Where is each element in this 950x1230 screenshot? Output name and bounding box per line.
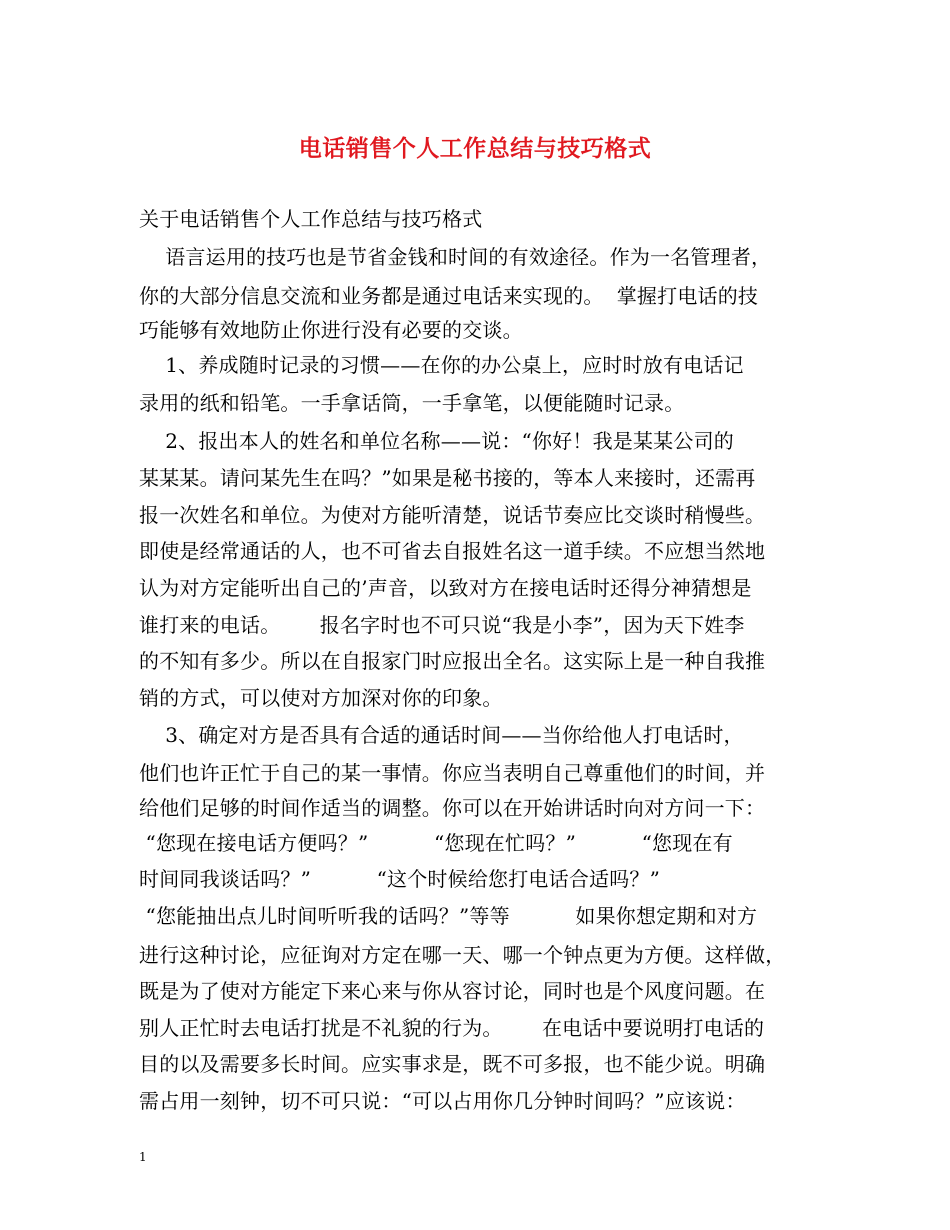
body-text-line: 语言运用的技巧也是节省金钱和时间的有效途径。作为一名管理者， [139, 245, 772, 269]
body-text-line: “您能抽出点儿时间听听我的话吗？”等等 如果你想定期和对方 [139, 904, 758, 928]
body-text-line: 需占用一刻钟，切不可只说：“可以占用你几分钟时间吗？”应该说： [139, 1089, 746, 1113]
document-title: 电话销售个人工作总结与技巧格式 [298, 135, 652, 162]
body-text-line: 他们也许正忙于自己的某一事情。你应当表明自己尊重他们的时间，并 [139, 761, 766, 785]
body-text-line: 巧能够有效地防止你进行没有必要的交谈。 [139, 318, 523, 342]
body-text-line: 你的大部分信息交流和业务都是通过电话来实现的。 掌握打电话的技 [139, 284, 759, 308]
body-text-line: 报一次姓名和单位。为使对方能听清楚，说话节奏应比交谈时稍慢些。 [139, 503, 766, 527]
body-text-line: 录用的纸和铅笔。一手拿话筒，一手拿笔，以便能随时记录。 [139, 391, 685, 415]
body-text-line: 关于电话销售个人工作总结与技巧格式 [139, 207, 483, 231]
body-text-line: 销的方式，可以使对方加深对你的印象。 [139, 686, 503, 710]
body-text-line: 即使是经常通话的人，也不可省去自报姓名这一道手续。不应想当然地 [139, 539, 766, 563]
body-text-line: 时间同我谈话吗？” “这个时候给您打电话合适吗？” [139, 867, 661, 891]
body-text-line: “您现在接电话方便吗？” “您现在忙吗？” “您现在有 [139, 831, 733, 855]
body-text-line: 1、养成随时记录的习惯——在你的办公桌上，应时时放有电话记 [139, 353, 744, 377]
body-text-line: 别人正忙时去电话打扰是不礼貌的行为。 在电话中要说明打电话的 [139, 1016, 765, 1040]
body-text-line: 给他们足够的时间作适当的调整。你可以在开始讲话时向对方问一下： [139, 796, 766, 820]
body-text-line: 的不知有多少。所以在自报家门时应报出全名。这实际上是一种自我推 [139, 649, 766, 673]
body-text-line: 2、报出本人的姓名和单位名称——说：“你好！我是某某公司的 [139, 429, 734, 453]
body-text-line: 谁打来的电话。 报名字时也不可只说“我是小李”，因为天下姓李 [139, 613, 745, 637]
body-text-line: 某某某。请问某先生在吗？”如果是秘书接的，等本人来接时，还需再 [139, 466, 756, 490]
body-text-line: 认为对方定能听出自己的’声音，以致对方在接电话时还得分神猜想是 [139, 576, 752, 600]
body-text-line: 目的以及需要多长时间。应实事求是，既不可多报，也不能少说。明确 [139, 1052, 766, 1076]
body-text-line: 进行这种讨论，应征询对方定在哪一天、哪一个钟点更为方便。这样做， [139, 943, 786, 967]
page-number: 1 [139, 1150, 147, 1164]
body-text-line: 3、确定对方是否具有合适的通话时间——当你给他人打电话时， [139, 723, 744, 747]
body-text-line: 既是为了使对方能定下来心来与你从容讨论，同时也是个风度问题。在 [139, 979, 766, 1003]
